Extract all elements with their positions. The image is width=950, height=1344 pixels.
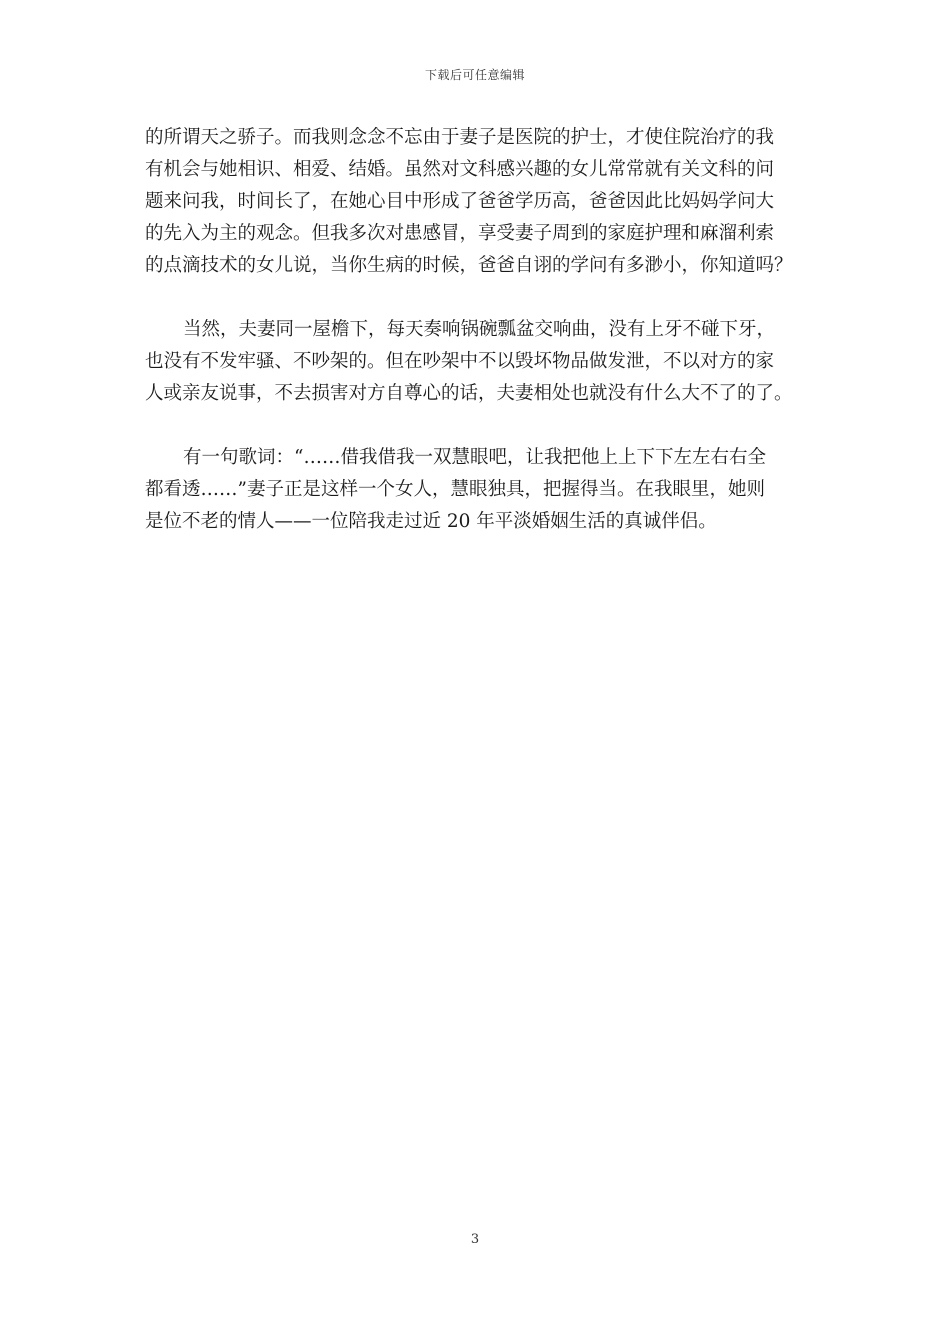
paragraph-line: 题来问我，时间长了，在她心目中形成了爸爸学历高，爸爸因此比妈妈学问大: [145, 191, 775, 212]
paragraph-line: 有机会与她相识、相爱、结婚。虽然对文科感兴趣的女儿常常就有关文科的问: [145, 159, 775, 180]
paragraph-line: 当然，夫妻同一屋檐下，每天奏响锅碗瓢盆交响曲，没有上牙不碰下牙，: [183, 319, 776, 340]
paragraph-line: 的先入为主的观念。但我多次对患感冒，享受妻子周到的家庭护理和麻溜利索: [145, 223, 775, 244]
paragraph-spacer: [145, 282, 825, 314]
paragraph-line: 有一句歌词：“……借我借我一双慧眼吧，让我把他上上下下左左右右全: [183, 447, 766, 468]
paragraph-line: 都看透……”妻子正是这样一个女人，慧眼独具，把握得当。在我眼里，她则: [145, 479, 765, 500]
page-header: 下载后可任意编辑: [424, 68, 525, 82]
paragraph-3: [145, 442, 825, 538]
paragraph-1: [145, 122, 825, 282]
document-body: [145, 122, 825, 538]
paragraph-line: 的点滴技术的女儿说，当你生病的时候，爸爸自诩的学问有多渺小，你知道吗？: [145, 255, 793, 276]
paragraph-line: 的所谓天之骄子。而我则念念不忘由于妻子是医院的护士，才使住院治疗的我: [145, 127, 775, 148]
page-number: 3: [470, 1232, 480, 1247]
paragraph-line: 人或亲友说事，不去损害对方自尊心的话，夫妻相处也就没有什么大不了的了。: [145, 383, 793, 404]
paragraph-spacer: [145, 410, 825, 442]
paragraph-line: 是位不老的情人——一位陪我走过近 20 年平淡婚姻生活的真诚伴侣。: [145, 511, 717, 532]
paragraph-line: 也没有不发牢骚、不吵架的。但在吵架中不以毁坏物品做发泄，不以对方的家: [145, 351, 775, 372]
paragraph-2: [145, 314, 825, 410]
